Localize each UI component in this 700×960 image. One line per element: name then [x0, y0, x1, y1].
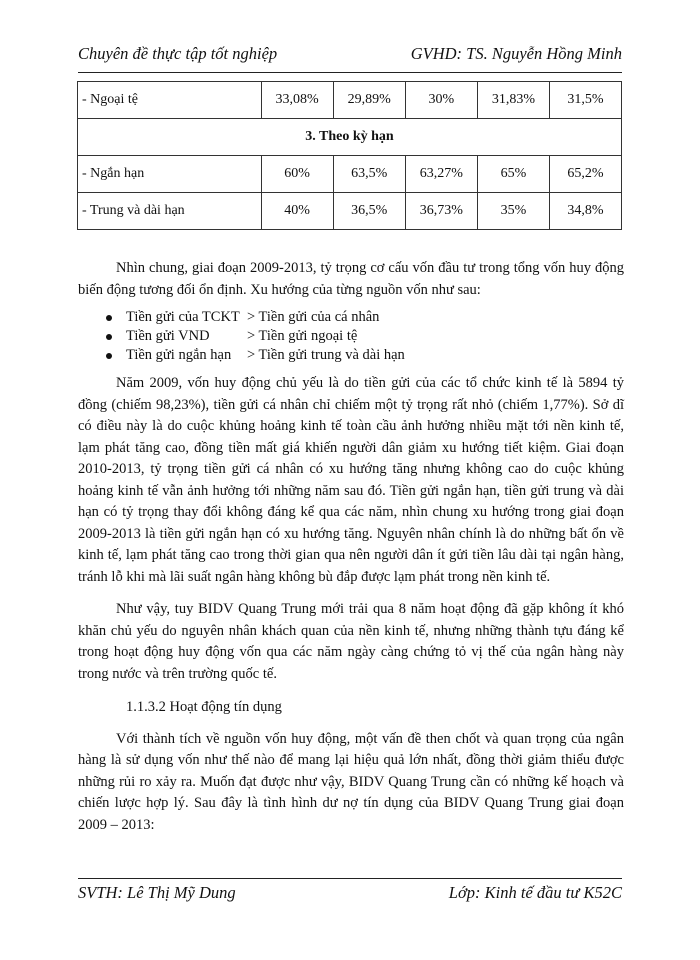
table-cell: 29,89% [333, 82, 405, 119]
table-cell: 36,5% [333, 193, 405, 230]
table-section-row [78, 119, 622, 156]
paragraph-intro: Nhìn chung, giai đoạn 2009-2013, tỷ trọng cơ cấu vốn đầu tư trong tổng vốn huy động biến động tương đối ổn định. Xu hướng của từng nguồn vốn như sau: [78, 260, 624, 298]
table-cell: 60% [261, 156, 333, 193]
header-rule [78, 72, 622, 73]
list-item [78, 346, 624, 365]
trend-list [78, 308, 624, 365]
list-item [78, 327, 624, 346]
table-cell: 63,5% [333, 156, 405, 193]
row-label: - Trung và dài hạn [78, 193, 262, 230]
table-cell: 35% [477, 193, 549, 230]
table-cell: 31,83% [477, 82, 549, 119]
table-cell: 36,73% [405, 193, 477, 230]
bullet-icon [106, 353, 112, 359]
table-cell: 65% [477, 156, 549, 193]
bullet-right: > Tiền gửi của cá nhân [247, 308, 380, 325]
footer-rule [78, 878, 622, 879]
table-row [78, 193, 622, 230]
table-row [78, 156, 622, 193]
bullet-right: > Tiền gửi ngoại tệ [247, 327, 358, 344]
bullet-icon [106, 334, 112, 340]
page-footer [78, 883, 622, 903]
body-text [78, 258, 624, 836]
table-cell: 65,2% [550, 156, 622, 193]
section-title: 3. Theo kỳ hạn [78, 119, 622, 156]
paragraph-summary: Như vậy, tuy BIDV Quang Trung mới trải qua 8 năm hoạt động đã gặp không ít khó khăn chủ yếu do nguyên nhân khách quan của nền kinh tế, nhưng những thành tựu đáng kể trong hoạt động huy động vốn qua các năm ngày càng chứng tỏ vị thế của ngân hàng này trong nước và trên trường quốc tế. [78, 601, 624, 682]
bullet-left: Tiền gửi của TCKT [126, 308, 240, 325]
table-cell: 40% [261, 193, 333, 230]
row-label: - Ngắn hạn [78, 156, 262, 193]
footer-student: SVTH: Lê Thị Mỹ Dung [78, 883, 236, 902]
header-supervisor: GVHD: TS. Nguyễn Hồng Minh [410, 44, 622, 63]
paragraph-2009-analysis: Năm 2009, vốn huy động chủ yếu là do tiền gửi của các tổ chức kinh tế là 5894 tỷ đồng (chiếm 98,23%), tiền gửi cá nhân chỉ chiếm một tỷ trọng rất nhỏ (chiếm 1,77%). Sở dĩ có điều này là do cuộc khủng hoảng kinh tế toàn cầu ảnh hưởng nhiều mặt tới nền kinh tế, lạm phát tăng cao, đồng tiền mất giá khiến người dân giảm xu hướng tiết kiệm. Giai đoạn 2010-2013, tỷ trọng tiền gửi cá nhân có xu hướng tăng nhưng không cao do cuộc khủng hoảng kinh tế vẫn ảnh hưởng tới những năm sau đó. Tiền gửi ngắn hạn, tiền gửi trung và dài hạn có tỷ trọng thay đổi không đáng kể qua các năm, nhìn chung xu hướng trong giai đoạn 2009-2013 là tiền gửi ngắn hạn có xu hướng tăng. Nguyên nhân chính là do những bất ổn về kinh tế, lạm phát tăng cao trong thời gian qua nên người dân ít gửi tiền lâu dài tại ngân hàng, tránh lỗ khi mà lãi suất ngân hàng không bù đắp được lạm phát trong nền kinh tế. [78, 375, 624, 585]
footer-class: Lớp: Kinh tế đầu tư K52C [448, 883, 622, 902]
table-cell: 63,27% [405, 156, 477, 193]
header-title: Chuyên đề thực tập tốt nghiệp [78, 44, 278, 63]
table-cell: 33,08% [261, 82, 333, 119]
list-item [78, 308, 624, 327]
table-cell: 31,5% [550, 82, 622, 119]
paragraph-credit-intro: Với thành tích về nguồn vốn huy động, một vấn đề then chốt và quan trọng của ngân hàng là sử dụng vốn như thế nào để mang lại hiệu quả lớn nhất, đồng thời giảm thiểu được những rủi ro xảy ra. Muốn đạt được như vậy, BIDV Quang Trung cần có những kế hoạch và chiến lược hợp lý. Sau đây là tình hình dư nợ tín dụng của BIDV Quang Trung giai đoạn 2009 – 2013: [78, 730, 624, 833]
row-label: - Ngoại tệ [78, 82, 262, 119]
capital-structure-table [77, 81, 622, 230]
bullet-left: Tiền gửi VND [126, 327, 210, 344]
table-cell: 34,8% [550, 193, 622, 230]
section-heading: 1.1.3.2 Hoạt động tín dụng [126, 699, 282, 715]
page-header [78, 44, 622, 64]
bullet-right: > Tiền gửi trung và dài hạn [247, 346, 405, 363]
table-cell: 30% [405, 82, 477, 119]
bullet-left: Tiền gửi ngắn hạn [126, 346, 232, 363]
table-row [78, 82, 622, 119]
bullet-icon [106, 315, 112, 321]
